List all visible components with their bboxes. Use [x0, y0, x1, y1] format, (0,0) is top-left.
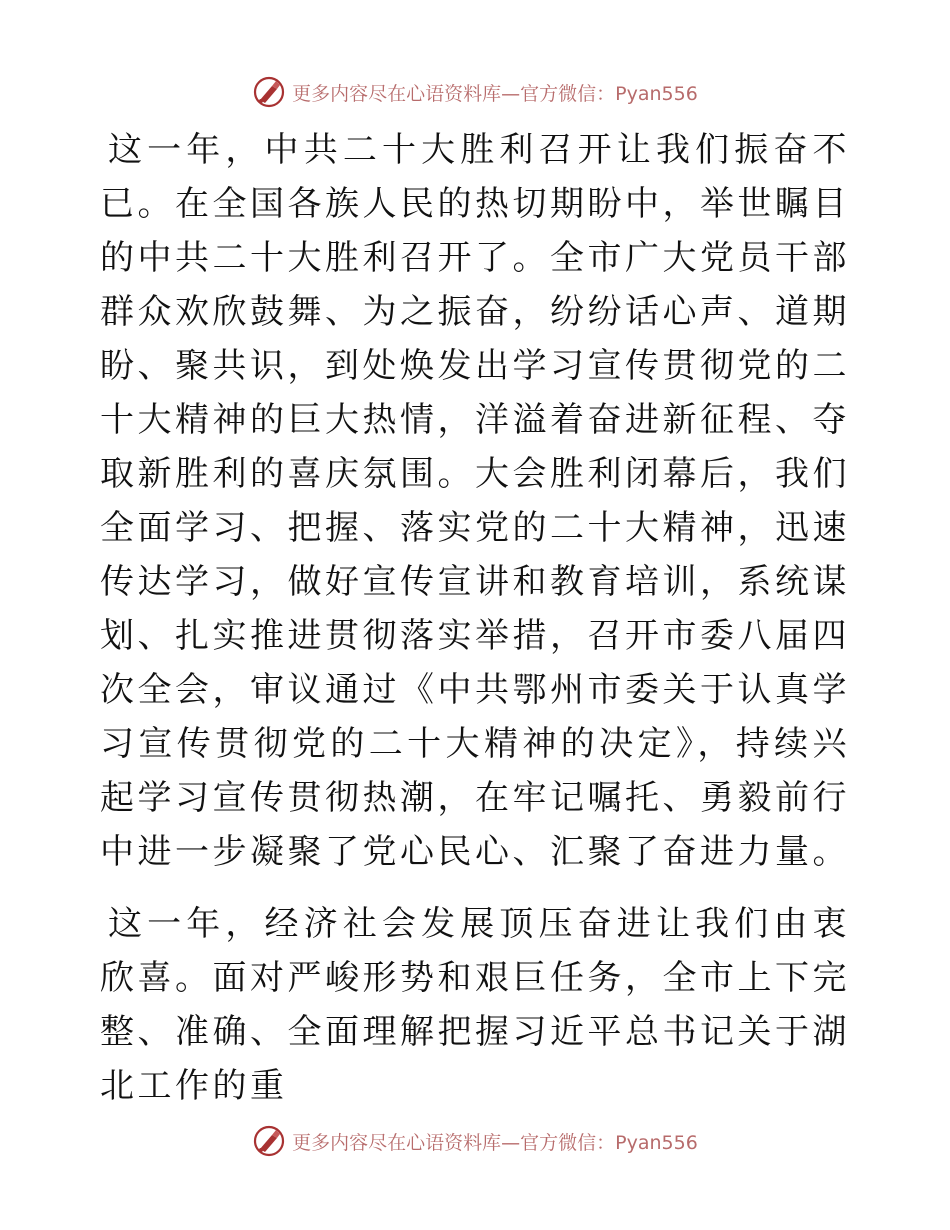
- pen-nib-logo-icon: [252, 75, 286, 109]
- paragraph-1: 这一年，中共二十大胜利召开让我们振奋不已。在全国各族人民的热切期盼中，举世瞩目的中共二十大胜利召开了。全市广大党员干部群众欢欣鼓舞、为之振奋，纷纷话心声、道期盼、聚共识，到处焕发出学习宣传贯彻党的二十大精神的巨大热情，洋溢着奋进新征程、夺取新胜利的喜庆氛围。大会胜利闭幕后，我们全面学习、把握、落实党的二十大精神，迅速传达学习，做好宣传宣讲和教育培训，系统谋划、扎实推进贯彻落实举措，召开市委八届四次全会，审议通过《中共鄂州市委关于认真学习宣传贯彻党的二十大精神的决定》，持续兴起学习宣传贯彻热潮，在牢记嘱托、勇毅前行中进一步凝聚了党心民心、汇聚了奋进力量。: [100, 130, 850, 872]
- paragraph-2: 这一年，经济社会发展顶压奋进让我们由衷欣喜。面对严峻形势和艰巨任务，全市上下完整、准确、全面理解把握习近平总书记关于湖北工作的重: [100, 904, 850, 1106]
- footer-watermark: [0, 1121, 950, 1161]
- header-watermark: [0, 72, 950, 112]
- document-body: [100, 123, 850, 1113]
- pen-nib-logo-icon: [252, 1124, 286, 1158]
- watermark-text: 更多内容尽在心语资料库—官方微信：Pyan556: [292, 82, 698, 105]
- watermark-text: 更多内容尽在心语资料库—官方微信：Pyan556: [292, 1131, 698, 1154]
